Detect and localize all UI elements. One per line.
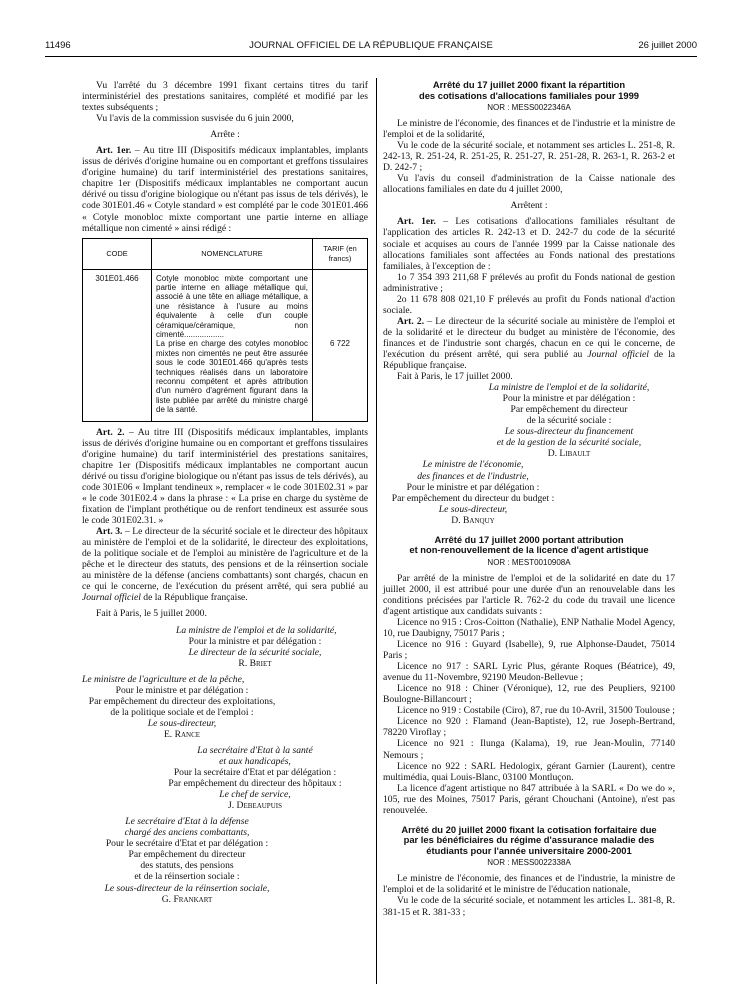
signatory-title: Le ministre de l'agriculture et de la pêche,: [82, 673, 245, 685]
issue-date: 26 juillet 2000: [638, 40, 697, 51]
signatory-title: des finances et de l'industrie,: [417, 470, 529, 482]
article-2: [82, 427, 368, 526]
title-line: par les bénéficiaires du régime d'assurance maladie des: [403, 834, 655, 846]
article-1: [383, 216, 675, 271]
title-line: Arrêté du 20 juillet 2000 fixant la cotisation forfaitaire due: [401, 823, 657, 835]
article-label: Art. 2.: [397, 315, 425, 327]
signatory-title: et aux handicapés,: [219, 756, 291, 768]
visa-paragraph: Vu l'avis de la commission susvisée du 6 juin 2000,: [96, 113, 294, 125]
arrete-title: [383, 825, 675, 869]
nor-reference: NOR : MEST0010908A: [487, 557, 571, 567]
signatory-line: Par empêchement du directeur: [128, 849, 246, 861]
signatory-line: des statuts, des pensions: [140, 860, 234, 872]
signatory-line: Le chef de service,: [219, 789, 291, 801]
article-text: – Le directeur de la sécurité sociale au ministère de l'emploi et de la solidarité et le directeur du budget au ministère de l'économie, des finances et de l'industrie sont chargés, chacun en ce qui le concerne, de l'exécution du présent arrêté, qui sera publié au: [383, 315, 676, 360]
article-3: [82, 526, 368, 603]
table-header-nomenclature: NOMENCLATURE: [152, 238, 313, 269]
signatory-name: J. Debeaupuis: [228, 800, 282, 812]
signatory-line: Le sous-directeur de la réinsertion sociale,: [104, 882, 270, 894]
signatory-name: R. Briet: [238, 657, 272, 669]
title-line: des cotisations d'allocations familiales pour 1999: [418, 89, 639, 101]
header-rule: [45, 56, 697, 57]
signatory-name: E. Rance: [163, 728, 201, 740]
signatory-line: Le sous-directeur,: [147, 717, 217, 729]
article-label: Art. 1er.: [96, 145, 132, 157]
column-divider: [376, 78, 377, 984]
journal-title: JOURNAL OFFICIEL DE LA RÉPUBLIQUE FRANÇAISE: [249, 40, 493, 51]
signatory-line: Le directeur de la sécurité sociale,: [188, 646, 322, 658]
signatory-title: Le secrétaire d'Etat à la défense: [125, 816, 249, 828]
visa-paragraph: Vu l'arrêté du 3 décembre 1991 fixant certains titres du tarif interministériel des prestations sanitaires, complété et modifié par les textes subséquents ;: [82, 80, 368, 114]
signatory-line: Par empêchement du directeur des exploitations,: [88, 695, 276, 707]
signatory-title: Le ministre de l'économie,: [422, 459, 524, 471]
visa-paragraph: Vu l'avis du conseil d'administration de la Caisse nationale des allocations familiales en date du 4 juillet 2000,: [383, 173, 675, 196]
signatory-line: Pour la ministre et par délégation :: [188, 635, 322, 647]
nomenclature-table: [82, 238, 368, 422]
table-cell-code: 301E01.466: [83, 269, 152, 421]
article-label: Art. 2.: [96, 426, 125, 438]
signatory-name: G. Frankart: [161, 893, 213, 905]
article-text: – Au titre III (Dispositifs médicaux implantables, implants issus de dérivés d'origine humaine ou en comportant et greffons tissulaires d'origine humaine) du tarif interministériel des prestations sanitaires, chapitre 1er (Dispositifs médicaux implantables ne comportant aucun dérivé ou tissu d'origine biologique ou n'étant pas issus de tels dérivés), le code 301E01.46 « Cotyle standard » est complété par le code 301E01.466 « Cotyle monobloc mixte comportant une partie interne en alliage métallique non cimenté » ainsi rédigé :: [82, 145, 368, 234]
article-1: [82, 145, 368, 233]
preamble: Le ministre de l'économie, des finances et de l'industrie et la ministre de l'emploi et de la solidarité,: [383, 118, 675, 141]
signatory-title: chargé des anciens combattants,: [124, 827, 250, 839]
signatory-line: et de la gestion de la sécurité sociale,: [496, 437, 642, 449]
nor-reference: NOR : MESS0022338A: [487, 858, 571, 868]
signature-block: [82, 745, 368, 811]
nomenclature-note: La prise en charge des cotyles monobloc mixtes non cimentés ne peut être assurée sous le code 301E01.466 qu'après tests techniques réalisés dans un laboratoire reconnu compétent et après attribution d'un numéro d'agrément figurant dans la liste publiée par arrêté du ministre chargé de la santé.: [156, 339, 308, 415]
arrete-title: [383, 80, 675, 113]
table-header-tarif: TARIF (en francs): [313, 238, 368, 269]
right-column: [383, 80, 675, 918]
licence-item: Licence no 917 : SARL Lyric Plus, gérante Roques (Béatrice), 49, avenue du 11-Novembre, 92190 Meudon-Bellevue ;: [383, 661, 675, 684]
journal-officiel: Journal officiel: [587, 348, 649, 360]
signatory-name: D. Banquy: [451, 514, 495, 526]
article-text-end: de la République française.: [140, 592, 248, 604]
licence-item: Licence no 918 : Chiner (Véronique), 12, rue des Peupliers, 92100 Boulogne-Billancourt ;: [383, 683, 675, 706]
licence-item: Licence no 916 : Guyard (Isabelle), 9, rue Alphonse-Daudet, 75014 Paris ;: [383, 639, 675, 662]
signature-block: [383, 459, 563, 525]
visa-paragraph: Vu le code de la sécurité sociale, et notamment les articles L. 381-8, R. 381-15 et R. 381-33 ;: [383, 895, 675, 918]
signatory-line: Par empêchement du directeur du budget :: [391, 492, 555, 504]
signatory-title: La ministre de l'emploi et de la solidarité,: [488, 382, 650, 394]
title-line: Arrêté du 17 juillet 2000 portant attribution: [434, 533, 624, 545]
signatory-line: de la sécurité sociale :: [526, 415, 612, 427]
page-number: 11496: [45, 40, 71, 51]
signature-block: [82, 625, 368, 669]
signatory-line: et de la réinsertion sociale :: [134, 871, 240, 883]
signatory-title: La ministre de l'emploi et de la solidarité,: [176, 624, 337, 636]
signatory-line: Pour le secrétaire d'Etat et par délégation :: [105, 838, 269, 850]
article-text: – Au titre III (Dispositifs médicaux implantables, implants issus de dérivés d'origine humaine ou en comportant et greffons tissulaires d'origine humaine) du tarif interministériel des prestations sanitaires, chapitre 1er (Dispositifs médicaux implantables ne comportant aucun dérivé ou tissu d'origine biologique ou n'étant pas issus de tels dérivés), au code 301E06 « Implant tendineux », remplacer « le code 301E02.31 » par « le code 301E02.4 » dans la phrase : « La prise en charge du système de fixation de l'implant prothétique ou de renfort tendineux est assurée sous le code 301E02.31. »: [82, 426, 369, 527]
arrete-title: [383, 535, 675, 568]
left-column: [82, 80, 368, 905]
article-text-end: de la République française.: [383, 348, 676, 372]
article-text: – Le directeur de la sécurité sociale et le directeur des hôpitaux au ministère de l'emploi et de la solidarité, le directeur des exploitations, de la politique sociale et de l'emploi au ministère de l'agriculture et de la pêche et le directeur des statuts, des pensions et de la réinsertion sociale au ministère de la défense (anciens combattants) sont chargés, chacun en ce qui le concerne, de l'exécution du présent arrêté, qui sera publié au: [82, 526, 368, 593]
fait-a-paris: Fait à Paris, le 17 juillet 2000.: [397, 371, 513, 383]
arrete-heading: Arrêtent :: [510, 200, 548, 212]
signature-block: [82, 816, 292, 904]
arrete-heading: Arrête :: [210, 129, 240, 141]
signatory-line: Pour la secrétaire d'Etat et par délégation :: [173, 767, 337, 779]
licence-item: Licence no 921 : Ilunga (Kalama), 19, rue Jean-Moulin, 77140 Nemours ;: [383, 738, 675, 761]
signature-block: [82, 674, 282, 740]
signatory-line: Le sous-directeur,: [438, 503, 508, 515]
signature-block: [383, 382, 675, 459]
article-label: Art. 1er.: [397, 216, 436, 228]
signatory-line: de la politique sociale et de l'emploi :: [110, 706, 254, 718]
title-line: et non-renouvellement de la licence d'agent artistique: [409, 544, 649, 556]
page-header: [45, 40, 697, 54]
table-row: [83, 269, 368, 421]
table-cell-nomenclature: [152, 269, 313, 421]
table-header-code: CODE: [83, 238, 152, 269]
licence-item: Licence no 920 : Flamand (Jean-Baptiste), 12, rue Joseph-Bertrand, 78220 Viroflay ;: [383, 716, 675, 739]
licence-item: Licence no 915 : Cros-Coitton (Nathalie), ENP Nathalie Model Agency, 10, rue Daubigny, 75017 Paris ;: [383, 616, 675, 640]
article-text: – Les cotisations d'allocations familiales résultant de l'application des articles R. 242-13 et D. 242-7 du code de la sécurité sociale et acquises au cours de l'année 1999 par la Caisse nationale des allocations familiales sont affectées au Fonds national des prestations familiales, à l'exception de :: [383, 216, 675, 272]
table-cell-tarif: 6 722: [313, 269, 368, 421]
licence-item: Licence no 919 : Costabile (Ciro), 87, rue du 10-Avril, 31500 Toulouse ;: [397, 705, 675, 717]
signatory-line: Par empêchement du directeur des hôpitaux :: [168, 778, 342, 790]
signatory-line: Pour le ministre et par délégation :: [115, 684, 249, 696]
title-line: étudiants pour l'année universitaire 2000-2001: [426, 844, 632, 856]
article-label: Art. 3.: [96, 526, 123, 538]
signatory-line: Pour le ministre et par délégation :: [406, 481, 540, 493]
signatory-line: Pour la ministre et par délégation :: [502, 393, 636, 405]
nomenclature-text: Cotyle monobloc mixte comportant une partie interne en alliage métallique qui, associé à une tête en alliage métallique, a une résistance à l'usure au moins équivalente à celle d'un couple céramique/céramique, non cimenté..................: [156, 273, 308, 340]
signatory-name: D. Libault: [547, 448, 591, 460]
list-item: 2o 11 678 808 021,10 F prélevés au profit du Fonds national d'action sociale.: [383, 293, 675, 316]
journal-officiel: Journal officiel: [82, 592, 141, 604]
signatory-line: Le sous-directeur du financement: [504, 426, 634, 438]
fait-a-paris: Fait à Paris, le 5 juillet 2000.: [96, 608, 207, 620]
signatory-title: La secrétaire d'Etat à la santé: [197, 744, 313, 756]
article-2: [383, 316, 675, 371]
title-line: Arrêté du 17 juillet 2000 fixant la répartition: [432, 79, 626, 90]
licence-item: Licence no 922 : SARL Hedologix, gérant Garnier (Laurent), centre multimédia, quai Louis-Blanc, 03100 Montluçon.: [383, 760, 675, 783]
signatory-line: Par empêchement du directeur: [510, 404, 628, 416]
decision-paragraph: Par arrêté de la ministre de l'emploi et de la solidarité en date du 17 juillet 2000, il est attribué pour une durée d'un an renouvelable dans les conditions précisées par l'article R. 762-2 du code du travail une licence d'agent artistique aux candidats suivants :: [383, 572, 675, 617]
non-renewal-paragraph: La licence d'agent artistique no 847 attribuée à la SARL « Do we do », 105, rue des Moines, 75017 Paris, gérant Chouchani (Antoine), n'est pas renouvelée.: [383, 782, 675, 816]
preamble: Le ministre de l'économie, des finances et de l'industrie, la ministre de l'emploi et de la solidarité et le ministre de l'éducation nationale,: [383, 873, 675, 896]
nor-reference: NOR : MESS0022346A: [487, 103, 571, 112]
visa-paragraph: Vu le code de la sécurité sociale, et notamment ses articles L. 251-8, R. 242-13, R. 251-24, R. 251-25, R. 251-27, R. 251-28, R. 263-1, R. 263-2 et D. 242-7 ;: [383, 140, 675, 174]
list-item: 1o 7 354 393 211,68 F prélevés au profit du Fonds national de gestion administrative ;: [383, 271, 675, 294]
